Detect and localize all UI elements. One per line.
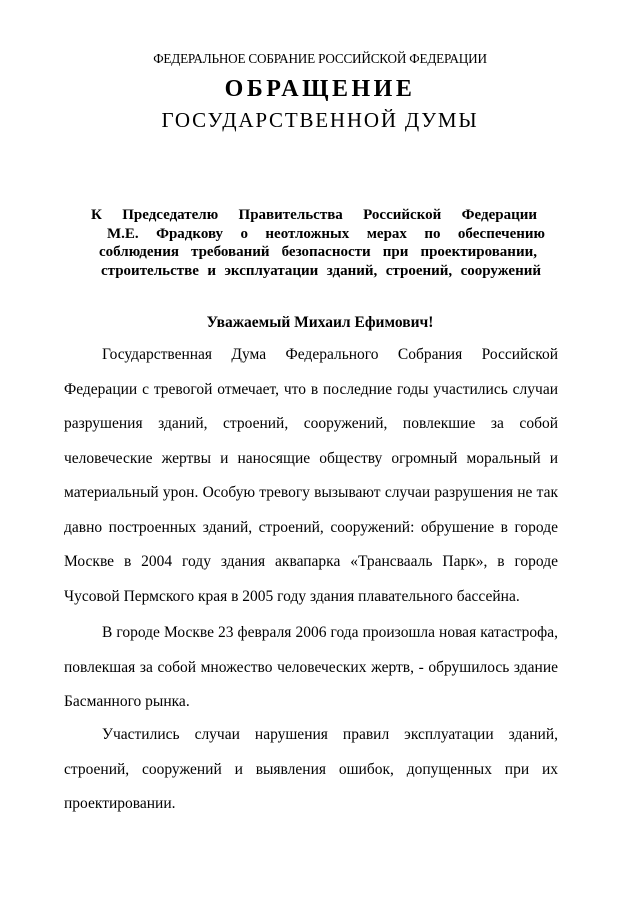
paragraph-line: повлекшая за собой множество человеческих жертв, - обрушилось здание <box>64 658 558 676</box>
paragraph-line: В городе Москве 23 февраля 2006 года произошла новая катастрофа, <box>102 624 558 641</box>
paragraph-line: Федерации с тревогой отмечает, что в последние годы участились случаи <box>64 380 558 398</box>
document-subtitle: ГОСУДАРСТВЕННОЙ ДУМЫ <box>161 108 479 132</box>
paragraph-line: разрушения зданий, строений, сооружений, повлекшие за собой <box>64 415 558 432</box>
paragraph-line: Государственная Дума Федерального Собрания Российской <box>102 346 558 363</box>
body-paragraph <box>64 724 558 828</box>
addressee-block <box>91 206 545 280</box>
addressee-line: К Председателю Правительства Российской Федерации <box>91 207 537 223</box>
paragraph-line: Участились случаи нарушения правил эксплуатации зданий, <box>102 726 558 743</box>
paragraph-line: Москве в 2004 году здания аквапарка «Трансвааль Парк», в городе <box>64 553 558 570</box>
body-paragraph <box>64 344 558 620</box>
addressee-line: М.Е. Фрадкову о неотложных мерах по обеспечению <box>107 225 545 242</box>
parliament-name: ФЕДЕРАЛЬНОЕ СОБРАНИЕ РОССИЙСКОЙ ФЕДЕРАЦИИ <box>153 51 487 66</box>
paragraph-line: материальный урон. Особую тревогу вызывают случаи разрушения не так <box>64 484 558 501</box>
paragraph-line: Чусовой Пермского края в 2005 году здания плавательного бассейна. <box>64 587 520 605</box>
document-title: ОБРАЩЕНИЕ <box>224 76 416 102</box>
body-paragraph <box>64 622 558 726</box>
salutation: Уважаемый Михаил Ефимович! <box>206 314 434 331</box>
paragraph-line: строений, сооружений и выявления ошибок, допущенных при их <box>64 760 558 778</box>
paragraph-line: проектировании. <box>64 795 176 812</box>
paragraph-line: человеческие жертвы и наносящие обществу огромный моральный и <box>64 449 558 467</box>
paragraph-line: давно построенных зданий, строений, сооружений: обрушение в городе <box>64 518 558 536</box>
addressee-line: строительстве и эксплуатации зданий, строений, сооружений <box>101 262 541 279</box>
addressee-line: соблюдения требований безопасности при проектировании, <box>99 244 537 260</box>
paragraph-line: Басманного рынка. <box>64 693 190 710</box>
